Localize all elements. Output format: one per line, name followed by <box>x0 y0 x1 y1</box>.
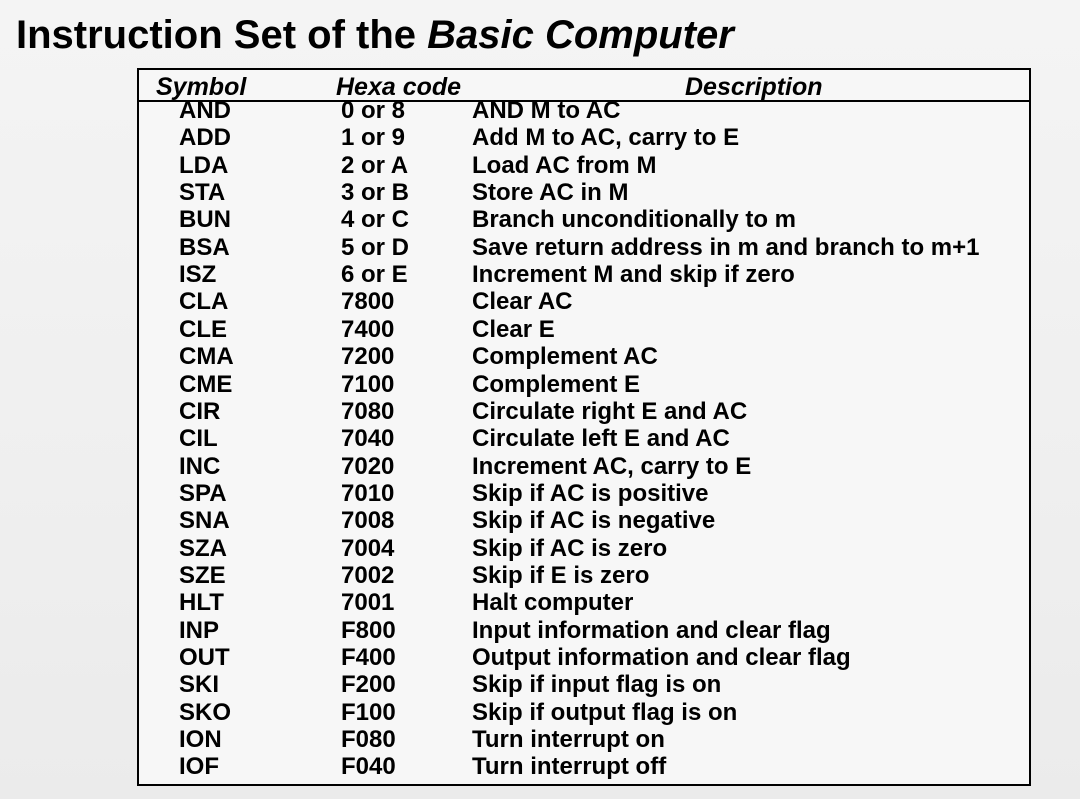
hexa-code-cell: 1 or 9 <box>341 124 406 152</box>
hexa-code-cell: 7200 <box>341 343 395 371</box>
symbol-cell: SZA <box>179 534 227 562</box>
symbol-cell: SZE <box>179 561 226 589</box>
symbol-cell: ISZ <box>179 261 217 289</box>
title-prefix: Instruction Set of the <box>16 13 428 57</box>
symbol-cell: INC <box>179 452 221 480</box>
hexa-code-cell: 7040 <box>341 425 395 453</box>
symbol-cell: INP <box>179 616 220 644</box>
hexa-code-cell: 7010 <box>341 479 395 507</box>
description-cell: Skip if AC is zero <box>472 534 668 562</box>
symbol-cell: ADD <box>179 124 231 152</box>
slide-title <box>16 11 734 59</box>
symbol-cell: CMA <box>179 343 234 371</box>
hexa-code-cell: 6 or E <box>341 261 408 289</box>
description-cell: Turn interrupt on <box>472 726 665 754</box>
symbol-cell: AND <box>179 97 231 124</box>
description-cell: Add M to AC, carry to E <box>472 124 740 152</box>
header-hexa-code: Hexa code <box>336 73 462 101</box>
description-cell: Skip if E is zero <box>472 561 650 589</box>
symbol-cell: ION <box>179 726 222 754</box>
description-cell: Skip if AC is negative <box>472 507 716 535</box>
instruction-table <box>137 68 1031 786</box>
hexa-code-cell: 7001 <box>341 589 395 617</box>
description-cell: Circulate right E and AC <box>472 397 748 425</box>
description-cell: Complement AC <box>472 343 658 371</box>
hexa-code-cell: 7080 <box>341 397 395 425</box>
symbol-cell: BUN <box>179 206 231 234</box>
description-cell: Skip if AC is positive <box>472 479 709 507</box>
symbol-cell: SPA <box>179 479 227 507</box>
symbol-cell: CIR <box>179 397 221 425</box>
symbol-cell: SKO <box>179 698 232 726</box>
header-symbol: Symbol <box>156 73 247 101</box>
hexa-code-cell: F100 <box>341 698 396 726</box>
symbol-cell: IOF <box>179 753 219 781</box>
hexa-code-cell: 4 or C <box>341 206 410 234</box>
symbol-cell: CME <box>179 370 233 398</box>
symbol-cell: CLE <box>179 315 227 343</box>
hexa-code-cell: 3 or B <box>341 179 410 207</box>
symbol-cell: STA <box>179 179 226 207</box>
description-cell: Skip if output flag is on <box>472 698 738 726</box>
description-cell: AND M to AC <box>472 97 621 124</box>
hexa-code-cell: 7002 <box>341 561 395 589</box>
hexa-code-cell: 7008 <box>341 507 395 535</box>
symbol-cell: HLT <box>179 589 224 617</box>
hexa-code-cell: 7100 <box>341 370 395 398</box>
hexa-code-cell: 7004 <box>341 534 395 562</box>
symbol-cell: CIL <box>179 425 218 453</box>
description-cell: Increment AC, carry to E <box>472 452 752 480</box>
symbol-cell: BSA <box>179 233 230 261</box>
symbol-cell: OUT <box>179 644 230 671</box>
symbol-cell: SKI <box>179 671 220 699</box>
hexa-code-cell: F400 <box>341 644 396 671</box>
symbol-cell: SNA <box>179 507 230 535</box>
hexa-code-cell: F800 <box>341 616 396 644</box>
hexa-code-cell: F080 <box>341 726 396 754</box>
hexa-code-cell: F200 <box>341 671 396 699</box>
hexa-code-cell: 7020 <box>341 452 395 480</box>
header-description: Description <box>685 73 823 101</box>
description-cell: Load AC from M <box>472 151 657 179</box>
hexa-code-cell: 0 or 8 <box>341 97 406 124</box>
description-cell: Skip if input flag is on <box>472 671 722 699</box>
symbol-cell: CLA <box>179 288 229 316</box>
table-row <box>139 261 1029 293</box>
hexa-code-cell: 2 or A <box>341 151 409 179</box>
description-cell: Halt computer <box>472 589 634 617</box>
description-cell: Store AC in M <box>472 179 629 207</box>
description-cell: Save return address in m and branch to m+1 <box>472 233 980 261</box>
table-row <box>139 288 1029 320</box>
description-cell: Increment M and skip if zero <box>472 261 795 289</box>
hexa-code-cell: 7400 <box>341 315 395 343</box>
description-cell: Turn interrupt off <box>472 753 667 781</box>
description-cell: Input information and clear flag <box>472 616 831 644</box>
table-row <box>139 753 1029 785</box>
description-cell: Branch unconditionally to m <box>472 206 797 234</box>
description-cell: Clear E <box>472 315 555 343</box>
hexa-code-cell: 7800 <box>341 288 395 316</box>
hexa-code-cell: 5 or D <box>341 233 410 261</box>
description-cell: Clear AC <box>472 288 573 316</box>
description-cell: Circulate left E and AC <box>472 425 730 453</box>
description-cell: Output information and clear flag <box>472 644 851 671</box>
title-italic: Basic Computer <box>427 13 734 57</box>
symbol-cell: LDA <box>179 151 229 179</box>
hexa-code-cell: F040 <box>341 753 396 781</box>
description-cell: Complement E <box>472 370 641 398</box>
